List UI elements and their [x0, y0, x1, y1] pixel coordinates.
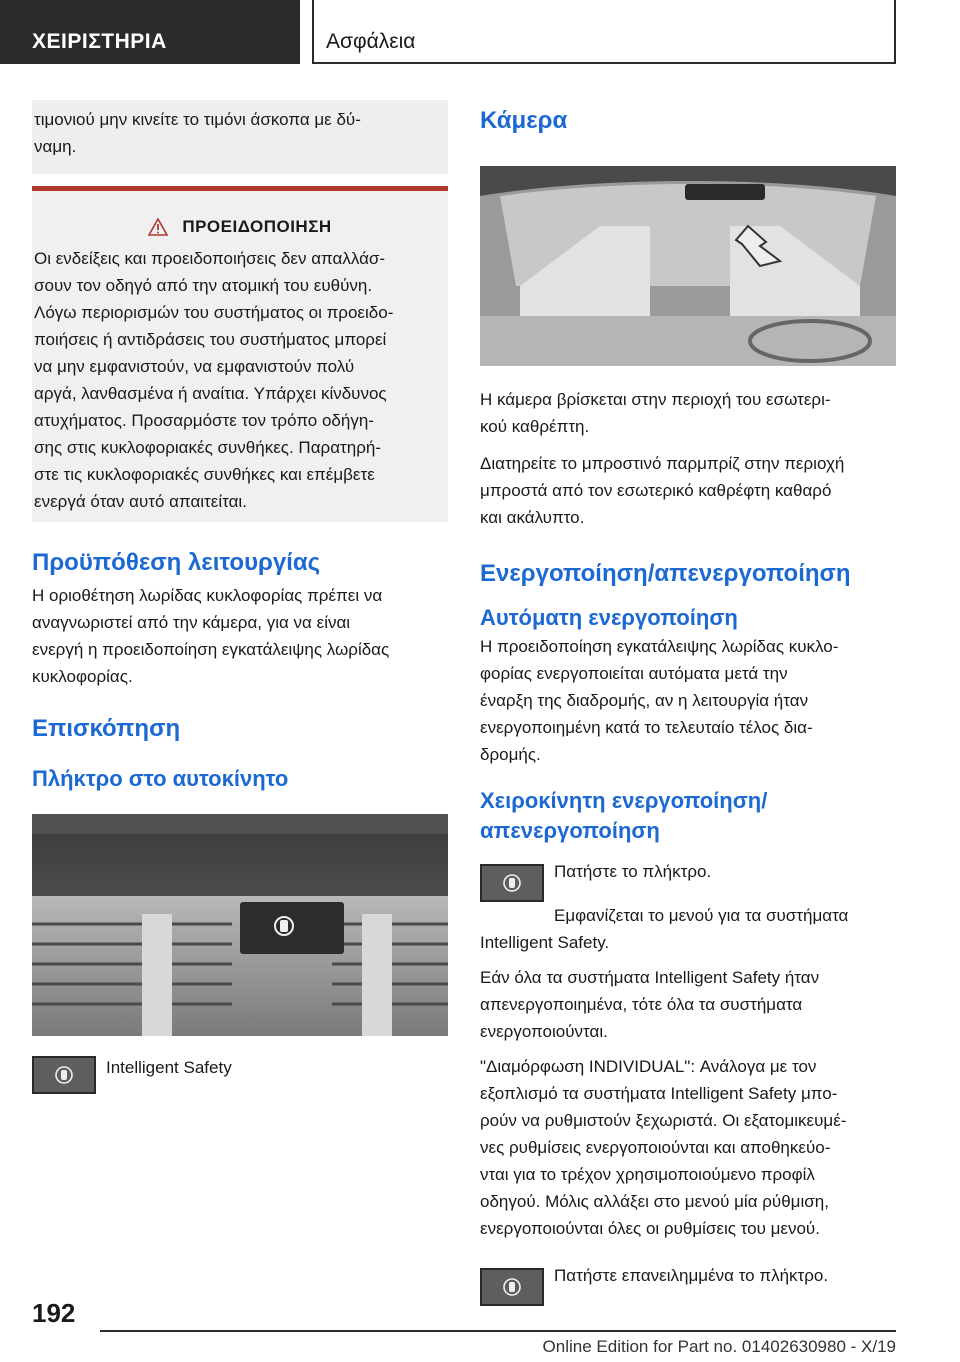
- press-button-text: Πατήστε το πλήκτρο.: [554, 862, 712, 881]
- camera-location-photo: [480, 166, 896, 366]
- section-title: ΧΕΙΡΙΣΤΗΡΙΑ: [0, 0, 300, 64]
- camera-text-1: Η κάμερα βρίσκεται στην περιοχή του εσωτερι- κού καθρέπτη.: [480, 390, 831, 436]
- dashboard-button-photo: [32, 814, 448, 1036]
- safety-button-row: [32, 1056, 448, 1094]
- warning-triangle-icon: [148, 218, 168, 236]
- all-off-text: Εάν όλα τα συστήματα Intelligent Safety ήταν απενεργοποιημένα, τότε όλα τα συστήματα ενεργοποιούνται.: [480, 968, 820, 1041]
- warning-text: Οι ενδείξεις και προειδοποιήσεις δεν απαλλάσ- σουν τον οδηγό από την ατομική του ευθύνη. Λόγω περιορισμών του συστήματος οι προειδο- ποιήσεις ή αντιδράσεις του συστήματος μπορεί να μην εμφανιστούν, να εμφανιστούν πολύ αργά, λανθασμένα ή αναίτια. Υπάρχει κίνδυνος ατυχήματος. Προσαρμόστε τον τρόπο οδήγη- σης στις κυκλοφοριακές συνθήκες. Παρατηρή- στε τις κυκλοφοριακές συνθήκες και επέμβετε ενεργά όταν αυτό απαιτείται.: [34, 249, 394, 511]
- intelligent-safety-icon[interactable]: [480, 864, 544, 902]
- overview-heading: Επισκόπηση: [32, 715, 181, 742]
- camera-text-2: Διατηρείτε το μπροστινό παρμπρίζ στην περιοχή μπροστά από τον εσωτερικό καθρέφτη καθαρό και ακάλυπτο.: [480, 454, 845, 527]
- footer-divider: [100, 1330, 896, 1332]
- intelligent-safety-icon[interactable]: [480, 1268, 544, 1306]
- press-button-row: [480, 858, 896, 902]
- auto-heading: Αυτόματη ενεργοποίηση: [480, 605, 738, 630]
- page-header: [0, 0, 960, 66]
- manual-heading: Χειροκίνητη ενεργοποίηση/ απενεργοποίηση: [480, 788, 768, 843]
- individual-text: "Διαμόρφωση INDIVIDUAL": Ανάλογα με τον εξοπλισμό τα συστήματα Intelligent Safety μπο- ρούν να ρυθμιστούν ξεχωριστά. Οι εξατομικευμέ- νες ρυθμίσεις ενεργοποιούνται και αποθηκεύο- νται για το τρέχον χρησιμοποιούμενο προφίλ οδηγού. Μόλις αλλάξει στο μενού μία ρύθμιση, ενεργοποιούνται όλες οι ρυθμίσεις του μενού.: [480, 1057, 847, 1238]
- intro-box: [32, 100, 448, 174]
- activation-heading: Ενεργοποίηση/απενεργοποίηση: [480, 560, 851, 587]
- prereq-text: Η οριοθέτηση λωρίδας κυκλοφορίας πρέπει να αναγνωριστεί από την κάμερα, για να είναι ενεργή η προειδοποίηση εγκατάλειψης λωρίδας κυκλοφορίας.: [32, 586, 390, 686]
- prereq-heading: Προϋπόθεση λειτουργίας: [32, 549, 321, 576]
- press-repeat-row: [480, 1262, 896, 1306]
- page-number: 192: [32, 1298, 76, 1328]
- button-label: Intelligent Safety: [106, 1058, 232, 1077]
- edition-text: Online Edition for Part no. 01402630980 - X/19: [542, 1337, 896, 1356]
- intro-text: τιμονιού μην κινείτε το τιμόνι άσκοπα με δύ- ναμη.: [34, 110, 361, 156]
- menu-text: Εμφανίζεται το μενού για τα συστήματα Intelligent Safety.: [480, 906, 849, 952]
- warning-box: [32, 186, 448, 522]
- auto-text: Η προειδοποίηση εγκατάλειψης λωρίδας κυκλο- φορίας ενεργοποιείται αυτόματα μετά την έναρξη της διαδρομής, αν η λειτουργία ήταν ενεργοποιημένη κατά το τελευταίο τέλος δια- δρομής.: [480, 637, 839, 764]
- chapter-title: Ασφάλεια: [312, 0, 896, 64]
- warning-title: ΠΡΟΕΙΔΟΠΟΙΗΣΗ: [182, 217, 332, 236]
- warning-heading: [34, 213, 446, 241]
- press-repeat-text: Πατήστε επανειλημμένα το πλήκτρο.: [554, 1266, 829, 1285]
- left-column: [32, 100, 448, 1094]
- right-column: [480, 100, 896, 1306]
- camera-heading: Κάμερα: [480, 107, 568, 134]
- button-heading: Πλήκτρο στο αυτοκίνητο: [32, 766, 289, 791]
- intelligent-safety-icon[interactable]: [32, 1056, 96, 1094]
